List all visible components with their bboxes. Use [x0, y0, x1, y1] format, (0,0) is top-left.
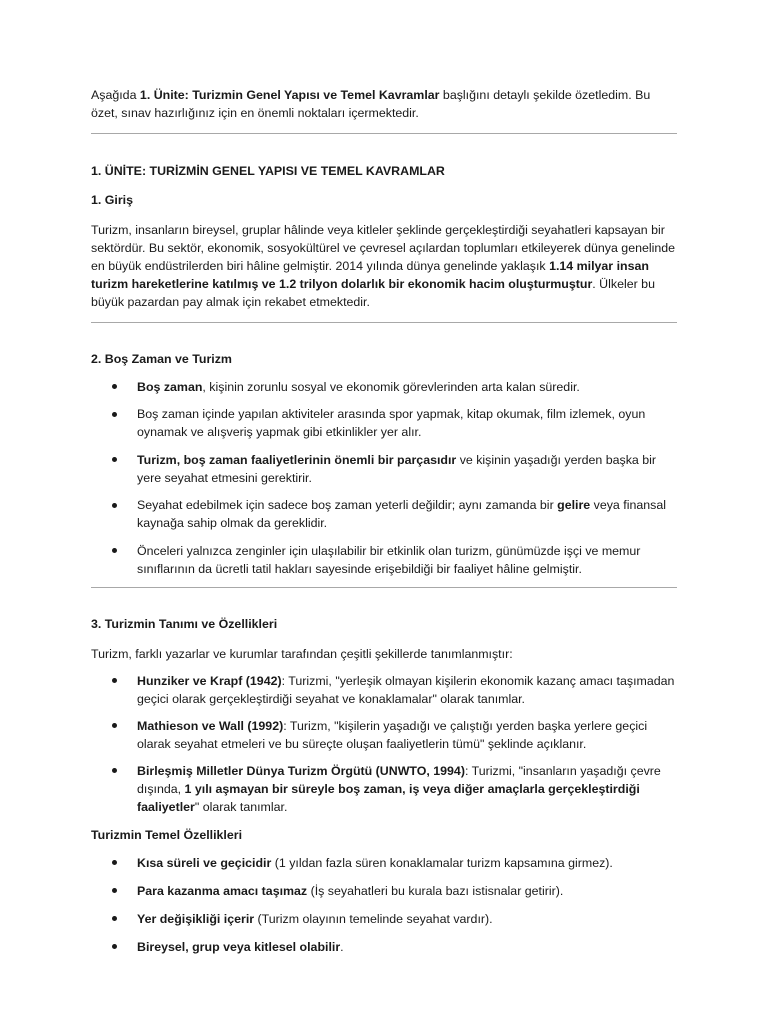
item-bold: Hunziker ve Krapf (1942) — [137, 673, 282, 688]
intro-text: Aşağıda — [91, 88, 140, 102]
divider — [91, 587, 677, 588]
divider — [91, 322, 677, 323]
list-item — [91, 717, 677, 753]
list-item — [91, 378, 677, 396]
item-text: (Turizm olayının temelinde seyahat vardır). — [254, 911, 493, 926]
bullet-icon — [112, 723, 117, 728]
list-item — [91, 672, 677, 708]
item-bold: Birleşmiş Milletler Dünya Turizm Örgütü (UNWTO, 1994) — [137, 763, 465, 778]
item-text: Seyahat edebilmek için sadece boş zaman yeterli değildir; aynı zamanda bir — [137, 498, 558, 512]
list-item — [91, 451, 677, 487]
item-text: Boş zaman içinde yapılan aktiviteler arasında spor yapmak, kitap okumak, film izlemek, oyun oynamak ve alışveriş yapmak gibi etkinlikler yer alır. — [137, 407, 646, 439]
item-bold: Bireysel, grup veya kitlesel olabilir — [137, 939, 341, 954]
item-bold: Boş zaman — [137, 379, 203, 394]
item-text: ve kişinin yaşadığı yerden başka bir yere seyahat etmesini gerektirir. — [137, 452, 656, 485]
section1-paragraph — [91, 221, 677, 311]
item-text-2: veya finansal kaynağa sahip olmak da gereklidir. — [137, 498, 666, 530]
bullet-icon — [112, 503, 117, 508]
item-text: Önceleri yalnızca zenginler için ulaşılabilir bir etkinlik olan turizm, günümüzde işçi ve memur sınıflarının da ücretli tatil hakları sayesinde erişebildiği bir faaliyet hâline gelmiştir. — [137, 543, 641, 576]
divider — [91, 133, 677, 134]
item-bold-2: 1 yılı aşmayan bir süreyle boş zaman, iş veya diğer amaçlarla gerçekleştirdiği faaliyetler — [137, 781, 640, 814]
item-text: , kişinin zorunlu sosyal ve ekonomik görevlerinden arta kalan süredir. — [202, 379, 580, 394]
item-text: (İş seyahatleri bu kurala bazı istisnalar getirir). — [307, 883, 564, 898]
section1-bold-text: 1.14 milyar insan turizm hareketlerine katılmış ve 1.2 trilyon dolarlık bir ekonomik hacim oluşturmuştur — [91, 259, 649, 291]
bullet-icon — [112, 944, 117, 949]
section3-heading: 3. Turizmin Tanımı ve Özellikleri — [91, 616, 278, 631]
intro-text-2: başlığını detaylı şekilde özetledim. Bu özet, sınav hazırlığınız için en önemli noktaları içermektedir. — [91, 88, 651, 120]
item-bold: Mathieson ve Wall (1992) — [137, 718, 284, 733]
bullet-icon — [112, 548, 117, 553]
list-item — [91, 405, 677, 441]
bullet-icon — [112, 384, 117, 389]
list-item — [91, 762, 677, 816]
definitions-list — [91, 672, 677, 816]
intro-paragraph — [91, 86, 677, 122]
list-item — [91, 854, 677, 872]
bullet-icon — [112, 860, 117, 865]
item-bold: Kısa süreli ve geçicidir — [137, 855, 272, 870]
item-text: . — [340, 939, 344, 954]
intro-bold-text: 1. Ünite: Turizmin Genel Yapısı ve Temel Kavramlar — [139, 88, 440, 102]
section1-text: Turizm, insanların bireysel, gruplar hâlinde veya kitleler şeklinde gerçekleştirdiği seyahatleri kapsayan bir sektördür. Bu sektör, ekonomik, sosyokültürel ve çevresel açılardan toplumları etkileyerek dünya genelinde en büyük endüstrilerden biri hâline gelmiştir. 2014 yılında dünya genelinde yaklaşık — [91, 223, 676, 273]
list-item — [91, 542, 677, 578]
section1-heading: 1. Giriş — [91, 193, 134, 207]
bullet-icon — [112, 916, 117, 921]
item-bold: Para kazanma amacı taşımaz — [137, 883, 308, 898]
item-text: : Turizmi, "yerleşik olmayan kişilerin ekonomik kazanç amacı taşımadan geçici olarak gerçekleştirdiği seyahat ve konaklamalar" olarak tanımlar. — [137, 673, 675, 706]
item-text: : Turizmi, "insanların yaşadığı çevre dışında, — [137, 763, 661, 796]
bullet-icon — [112, 768, 117, 773]
bullet-icon — [112, 457, 117, 462]
item-text: : Turizm, "kişilerin yaşadığı ve çalıştığı yerden başka yerlere geçici olarak seyahat etmeleri ve bu süreçte oluşan faaliyetlerin tümü" şeklinde açıklanır. — [137, 718, 648, 751]
document-title: 1. ÜNİTE: TURİZMİN GENEL YAPISI VE TEMEL KAVRAMLAR — [91, 164, 445, 178]
list-item — [91, 938, 677, 956]
list-item — [91, 910, 677, 928]
list-item — [91, 882, 677, 900]
section2-heading: 2. Boş Zaman ve Turizm — [91, 352, 232, 366]
bullet-icon — [112, 678, 117, 683]
section1-text-2: . Ülkeler bu büyük pazardan pay almak için rekabet etmektedir. — [91, 277, 655, 309]
document-page — [91, 86, 677, 956]
item-text-2: " olarak tanımlar. — [194, 799, 288, 814]
section2-list — [91, 378, 677, 578]
item-bold: Yer değişikliği içerir — [137, 911, 255, 926]
list-item — [91, 496, 677, 532]
section3-lead: Turizm, farklı yazarlar ve kurumlar tarafından çeşitli şekillerde tanımlanmıştır: — [91, 646, 513, 661]
item-text: (1 yıldan fazla süren konaklamalar turizm kapsamına girmez). — [271, 855, 613, 870]
item-bold: Turizm, boş zaman faaliyetlerinin önemli bir parçasıdır — [137, 452, 457, 467]
item-bold: gelire — [557, 498, 591, 512]
bullet-icon — [112, 888, 117, 893]
bullet-icon — [112, 412, 117, 417]
features-heading: Turizmin Temel Özellikleri — [91, 827, 243, 842]
features-list — [91, 854, 677, 956]
